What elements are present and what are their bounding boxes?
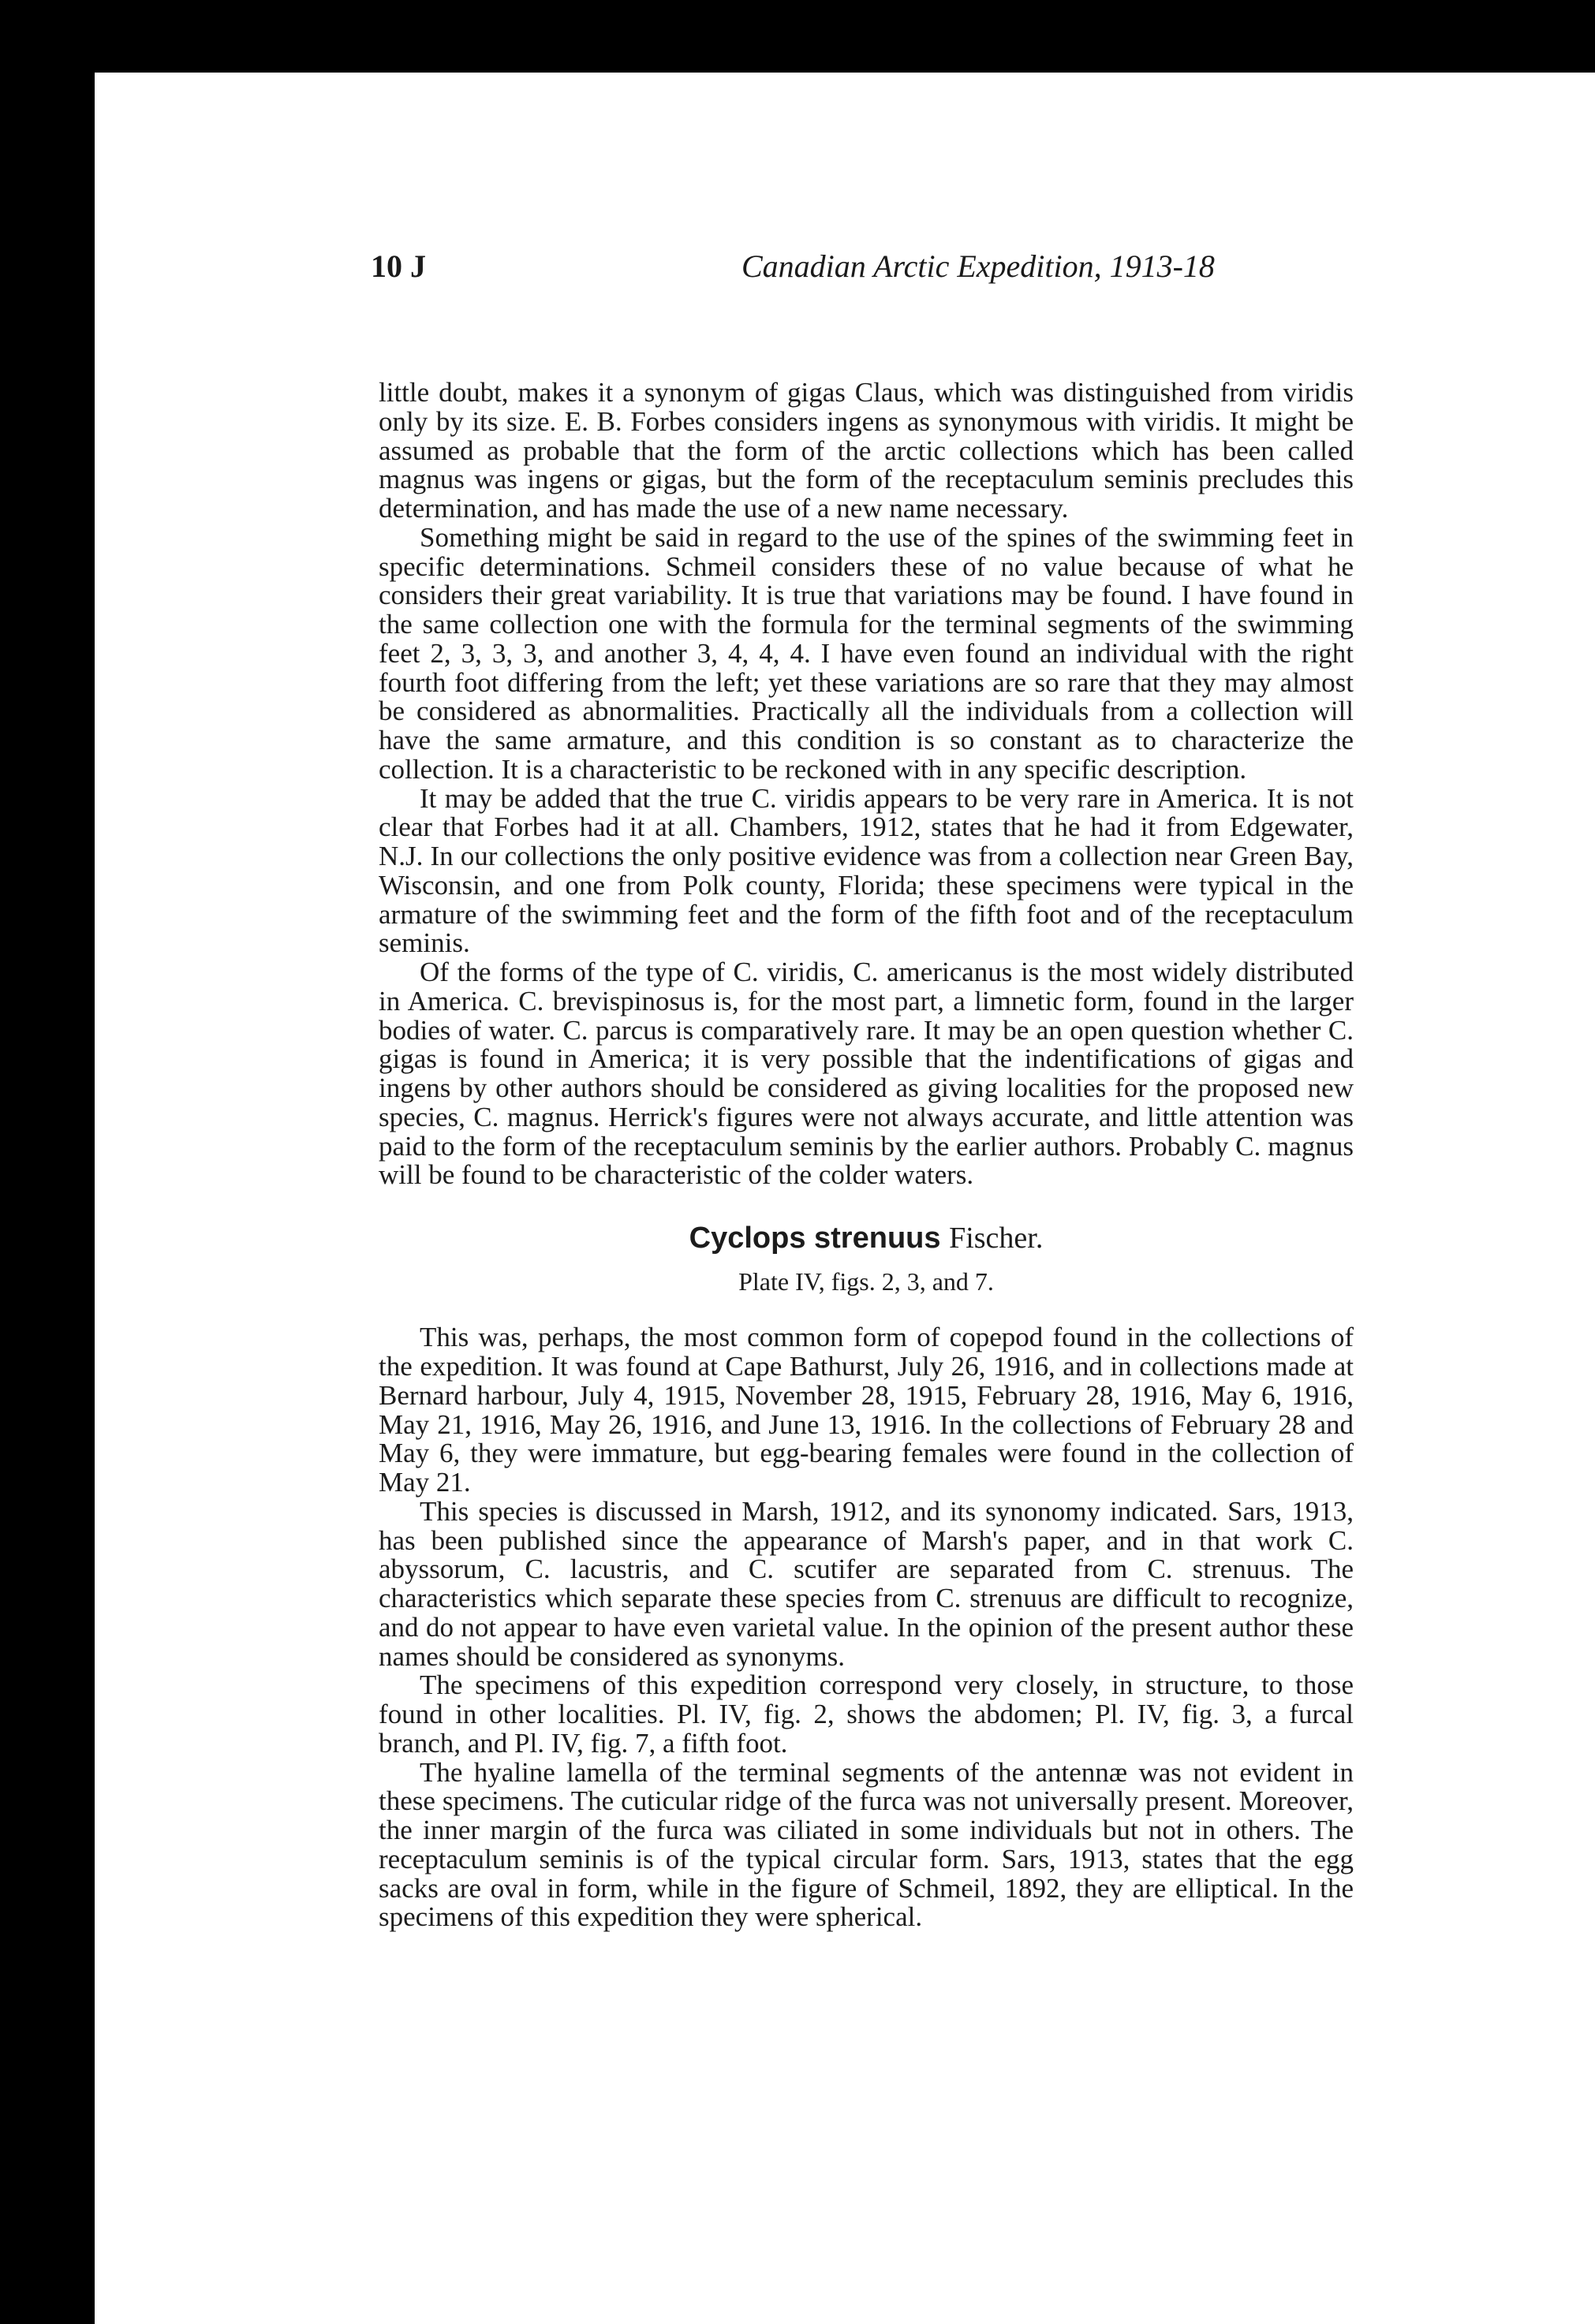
paragraph: This was, perhaps, the most common form of copepod found in the collections of the expedition. It was found at Cape Bathurst, July 26, 1916, and in collections made at Bernard harbour, July 4, 1915, November 28, 1915, February 28, 1916, May 6, 1916, May 21, 1916, May 26, 1916, and June 13, 1916. In the collections of February 28 and May 6, they were immature, but egg-bearing females were found in the collection of May 21. bbox=[379, 1322, 1354, 1498]
paragraph: It may be added that the true C. viridis appears to be very rare in America. It is not clear that Forbes had it at all. Chambers, 1912, states that he had it from Edgewater, N.J. In our collections the only positive evidence was from a collection near Green Bay, Wisconsin, and one from Polk county, Florida; these specimens were typical in the armature of the swimming feet and the form of the fifth foot and of the receptaculum seminis. bbox=[379, 782, 1354, 959]
plate-reference: Plate IV, figs. 2, 3, and 7. bbox=[738, 1266, 994, 1296]
paragraph: little doubt, makes it a synonym of gigas Claus, which was distinguished from viridis only by its size. E. B. Forbes considers ingens as synonymous with viridis. It might be assumed as probable that the form of the arctic collections which has been called magnus was ingens or gigas, but the form of the receptaculum seminis precludes this determination, and has made the use of a new name necessary. bbox=[379, 377, 1354, 524]
paragraph: The specimens of this expedition correspond very closely, in structure, to those found in other localities. Pl. IV, fig. 2, shows the abdomen; Pl. IV, fig. 3, a furcal branch, and Pl. IV, fig. 7, a fifth foot. bbox=[379, 1669, 1354, 1759]
page-number: 10 J bbox=[371, 248, 426, 284]
page-header bbox=[371, 248, 1346, 287]
species-name: Cyclops strenuus bbox=[689, 1222, 941, 1255]
section-heading bbox=[379, 1223, 1354, 1255]
paragraph: This species is discussed in Marsh, 1912, and its synonomy indicated. Sars, 1913, has been published since the appearance of Marsh's paper, and in that work C. abyssorum, C. lacustris, and C. scutifer are separated from C. strenuus. The characteristics which separate these species from C. strenuus are difficult to recognize, and do not appear to have even varietal value. In the opinion of the present author these names should be considered as synonyms. bbox=[379, 1495, 1354, 1672]
paragraph: The hyaline lamella of the terminal segments of the antennæ was not evident in these specimens. The cuticular ridge of the furca was not universally present. Moreover, the inner margin of the furca was ciliated in some individuals but not in others. The receptaculum seminis is of the typical circular form. Sars, 1913, states that the egg sacks are oval in form, while in the figure of Schmeil, 1892, they are elliptical. In the specimens of this expedition they were spherical. bbox=[379, 1756, 1354, 1933]
paragraph: Something might be said in regard to the use of the spines of the swimming feet in specific determinations. Schmeil considers these of no value because of what he considers their great variability. It is true that variations may be found. I have found in the same collection one with the formula for the terminal segments of the swimming feet 2, 3, 3, 3, and another 3, 4, 4, 4. I have even found an individual with the right fourth foot differing from the left; yet these variations are so rare that they may almost be considered as abnormalities. Practically all the individuals from a collection will have the same armature, and this condition is so constant as to characterize the collection. It is a characteristic to be reckoned with in any specific description. bbox=[379, 521, 1354, 785]
body-text bbox=[379, 379, 1354, 1932]
document-page bbox=[95, 73, 1595, 2324]
species-author: Fischer. bbox=[949, 1222, 1044, 1255]
paragraph: Of the forms of the type of C. viridis, C. americanus is the most widely distributed in America. C. brevispinosus is, for the most part, a limnetic form, found in the larger bodies of water. C. parcus is comparatively rare. It may be an open question whether C. gigas is found in America; it is very possible that the indentifications of gigas and ingens by other authors should be considered as giving localities for the proposed new species, C. magnus. Herrick's figures were not always accurate, and little attention was paid to the form of the receptaculum seminis by the earlier authors. Probably C. magnus will be found to be characteristic of the colder waters. bbox=[379, 957, 1354, 1191]
running-title: Canadian Arctic Expedition, 1913-18 bbox=[741, 248, 1215, 284]
